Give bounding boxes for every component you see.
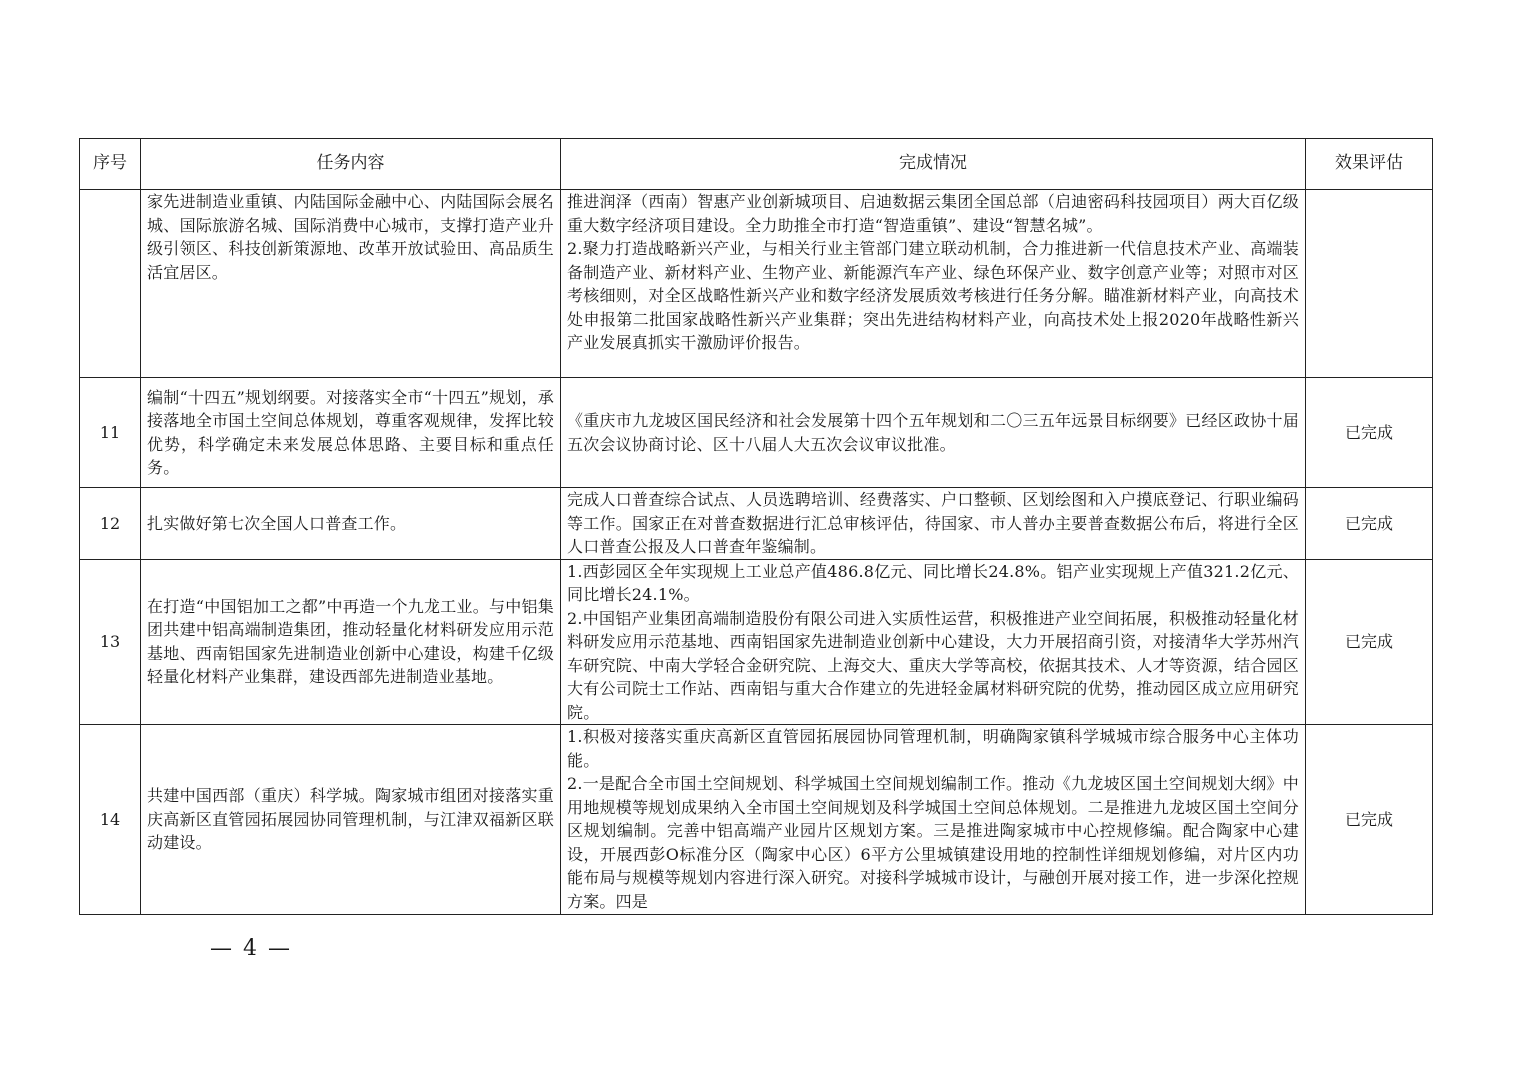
row-completion-status [561, 725, 1306, 915]
page-number: — 4 — [210, 936, 292, 961]
table-row [80, 559, 1433, 725]
table-row [80, 190, 1433, 378]
completion-paragraph: 2.聚力打造战略新兴产业，与相关行业主管部门建立联动机制，合力推进新一代信息技术产业、高端装备制造产业、新材料产业、生物产业、新能源汽车产业、绿色环保产业、数字创意产业等；对照市对区考核细则，对全区战略性新兴产业和数字经济发展质效考核进行任务分解。瞄准新材料产业，向高技术处申报第二批国家战略性新兴产业集群；突出先进结构材料产业，向高技术处上报2020年战略性新兴产业发展真抓实干激励评价报告。 [567, 239, 1299, 352]
header-completion-status: 完成情况 [561, 139, 1306, 190]
completion-paragraph: 推进润泽（西南）智惠产业创新城项目、启迪数据云集团全国总部（启迪密码科技园项目）两大百亿级重大数字经济项目建设。全力助推全市打造“智造重镇”、建设“智慧名城”。 [567, 192, 1299, 235]
header-effect-evaluation: 效果评估 [1306, 139, 1433, 190]
row-serial-number: 13 [80, 559, 141, 725]
row-task-content [141, 488, 561, 560]
row-effect-evaluation [1306, 190, 1433, 378]
row-effect-evaluation: 已完成 [1306, 488, 1433, 560]
row-task-content [141, 725, 561, 915]
completion-paragraph: 1.积极对接落实重庆高新区直管园拓展园协同管理机制，明确陶家镇科学城城市综合服务中心主体功能。 [567, 727, 1299, 770]
task-text: 在打造“中国铝加工之都”中再造一个九龙工业。与中铝集团共建中铝高端制造集团，推动轻量化材料研发应用示范基地、西南铝国家先进制造业创新中心建设，构建千亿级轻量化材料产业集群，建设西部先进制造业基地。 [147, 596, 554, 687]
header-serial-number: 序号 [80, 139, 141, 190]
row-completion-status [561, 378, 1306, 488]
completion-paragraph: 2.一是配合全市国土空间规划、科学城国土空间规划编制工作。推动《九龙坡区国土空间规划大纲》中用地规模等规划成果纳入全市国土空间规划及科学城国土空间总体规划。二是推进九龙坡区国土空间分区规划编制。完善中铝高端产业园片区规划方案。三是推进陶家城市中心控规修编。配合陶家中心建设，开展西彭O标准分区（陶家中心区）6平方公里城镇建设用地的控制性详细规划修编，对片区内功能布局与规模等规划内容进行深入研究。对接科学城城市设计，与融创开展对接工作，进一步深化控规方案。四是 [567, 774, 1299, 911]
row-serial-number [80, 190, 141, 378]
completion-paragraph: 完成人口普查综合试点、人员选聘培训、经费落实、户口整顿、区划绘图和入户摸底登记、行职业编码等工作。国家正在对普查数据进行汇总审核评估，待国家、市人普办主要普查数据公布后，将进行全区人口普查公报及人口普查年鉴编制。 [567, 490, 1299, 556]
task-text: 家先进制造业重镇、内陆国际金融中心、内陆国际会展名城、国际旅游名城、国际消费中心城市，支撑打造产业升级引领区、科技创新策源地、改革开放试验田、高品质生活宜居区。 [147, 192, 554, 282]
row-completion-status [561, 190, 1306, 378]
row-completion-status [561, 559, 1306, 725]
row-task-content [141, 559, 561, 725]
row-task-content [141, 190, 561, 378]
header-task-content: 任务内容 [141, 139, 561, 190]
row-effect-evaluation: 已完成 [1306, 725, 1433, 915]
table-row [80, 378, 1433, 488]
row-effect-evaluation: 已完成 [1306, 378, 1433, 488]
task-text: 共建中国西部（重庆）科学城。陶家城市组团对接落实重庆高新区直管园拓展园协同管理机制，与江津双福新区联动建设。 [147, 786, 554, 853]
table-header-row [80, 139, 1433, 190]
row-effect-evaluation: 已完成 [1306, 559, 1433, 725]
table-row [80, 488, 1433, 560]
completion-paragraph: 1.西彭园区全年实现规上工业总产值486.8亿元、同比增长24.8%。铝产业实现规上产值321.2亿元、同比增长24.1%。 [567, 561, 1299, 604]
table-row [80, 725, 1433, 915]
row-serial-number: 12 [80, 488, 141, 560]
task-text: 编制“十四五”规划纲要。对接落实全市“十四五”规划，承接落地全市国土空间总体规划，尊重客观规律，发挥比较优势，科学确定未来发展总体思路、主要目标和重点任务。 [147, 387, 554, 477]
task-text: 扎实做好第七次全国人口普查工作。 [147, 513, 407, 533]
row-task-content [141, 378, 561, 488]
row-serial-number: 11 [80, 378, 141, 488]
row-completion-status [561, 488, 1306, 560]
completion-paragraph: 《重庆市九龙坡区国民经济和社会发展第十四个五年规划和二〇三五年远景目标纲要》已经区政协十届五次会议协商讨论、区十八届人大五次会议审议批准。 [567, 411, 1299, 454]
completion-paragraph: 2.中国铝产业集团高端制造股份有限公司进入实质性运营，积极推进产业空间拓展，积极推动轻量化材料研发应用示范基地、西南铝国家先进制造业创新中心建设，大力开展招商引资，对接清华大学苏州汽车研究院、中南大学轻合金研究院、上海交大、重庆大学等高校，依据其技术、人才等资源，结合园区大有公司院士工作站、西南铝与重大合作建立的先进轻金属材料研究院的优势，推动园区成立应用研究院。 [567, 608, 1299, 722]
task-completion-table [79, 138, 1433, 915]
row-serial-number: 14 [80, 725, 141, 915]
